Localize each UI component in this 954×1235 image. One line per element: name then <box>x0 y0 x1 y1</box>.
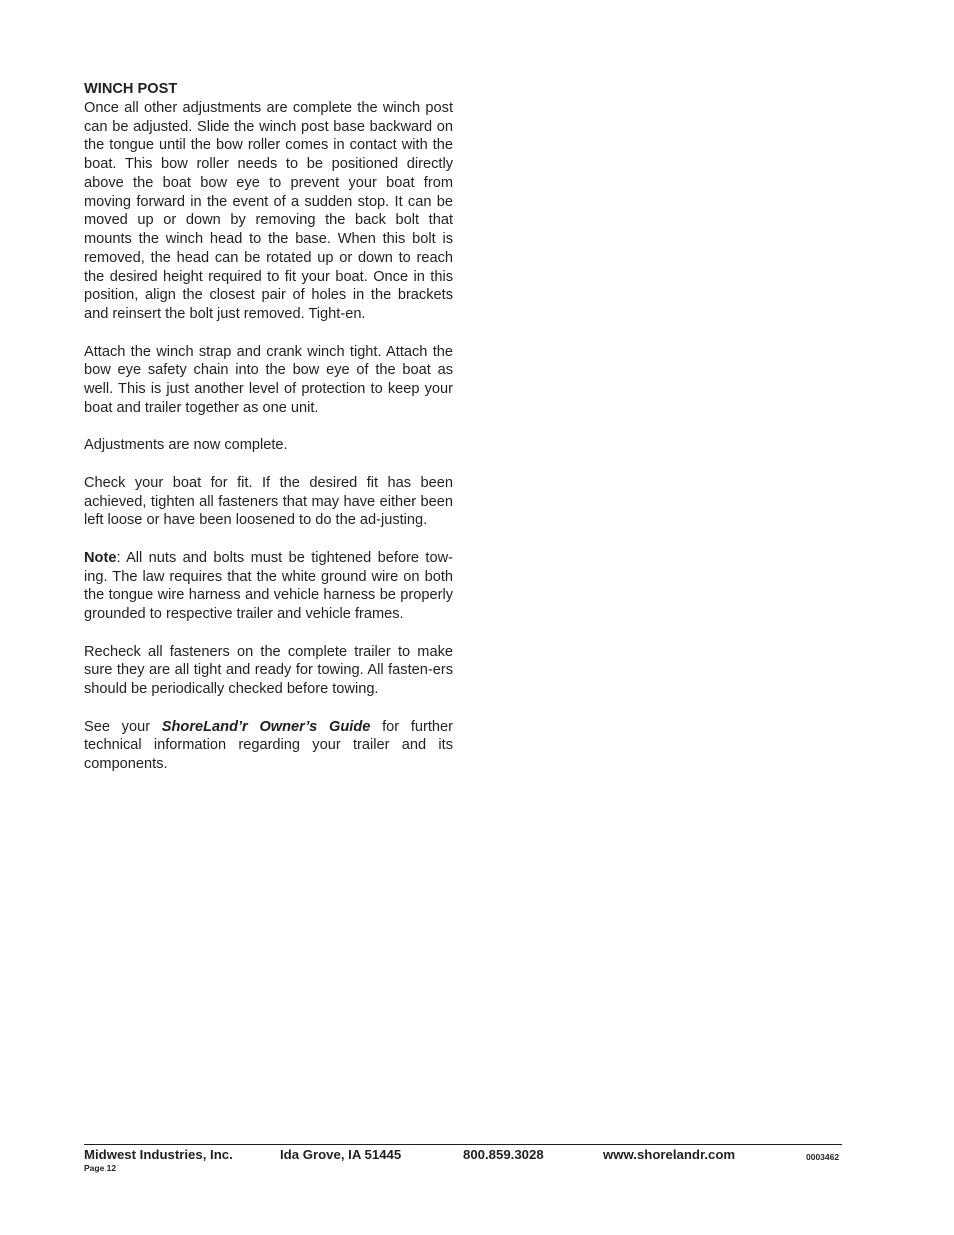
page-number: Page 12 <box>84 1163 117 1173</box>
note-text: : All nuts and bolts must be tightened before tow-ing. The law requires that the white ground wire on both the tongue wire harness and vehicle harness be properly grounded to respective trailer and vehicle frames. <box>84 549 453 622</box>
footer-website: www.shorelandr.com <box>603 1147 736 1162</box>
see-guide-suffix: for further technical information regarding your trailer and its components. <box>84 718 454 772</box>
footer-divider <box>84 1144 842 1145</box>
paragraph-winch-adjust: Once all other adjustments are complete the winch post can be adjusted. Slide the winch post base backward on the tongue until the bow roller comes in contact with the boat. This bow roller needs to be positioned directly above the boat bow eye to prevent your boat from moving forward in the event of a sudden stop. It can be moved up or down by removing the back bolt that mounts the winch head to the base. When this bolt is removed, the head can be rotated up or down to reach the desired height required to fit your boat. Once in this position, align the closest pair of holes in the brackets and reinsert the bolt just removed. Tight-en. <box>84 99 453 322</box>
footer-company: Midwest Industries, Inc. <box>84 1147 233 1162</box>
see-guide-prefix: See your <box>84 718 162 735</box>
owners-guide-title: ShoreLand’r Owner’s Guide <box>161 718 371 735</box>
footer-document-code: 0003462 <box>806 1152 840 1162</box>
paragraph-recheck: Recheck all fasteners on the complete trailer to make sure they are all tight and ready for towing. All fasten-ers should be periodically checked before towing. <box>84 643 453 697</box>
section-heading: WINCH POST <box>84 81 178 97</box>
main-column <box>84 80 453 793</box>
footer-phone: 800.859.3028 <box>463 1147 544 1162</box>
paragraph-adjustments-complete: Adjustments are now complete. <box>84 437 288 454</box>
paragraph-winch-strap: Attach the winch strap and crank winch tight. Attach the bow eye safety chain into the bow eye of the boat as well. This is just another level of protection to keep your boat and trailer together as one unit. <box>84 343 453 416</box>
paragraph-see-guide <box>84 718 453 774</box>
note-label: Note <box>84 549 117 566</box>
paragraph-check-fit: Check your boat for fit. If the desired fit has been achieved, tighten all fasteners that may have either been left loose or have been loosened to do the ad-justing. <box>84 474 453 529</box>
footer-city: Ida Grove, IA 51445 <box>280 1147 402 1162</box>
paragraph-note <box>84 549 453 624</box>
